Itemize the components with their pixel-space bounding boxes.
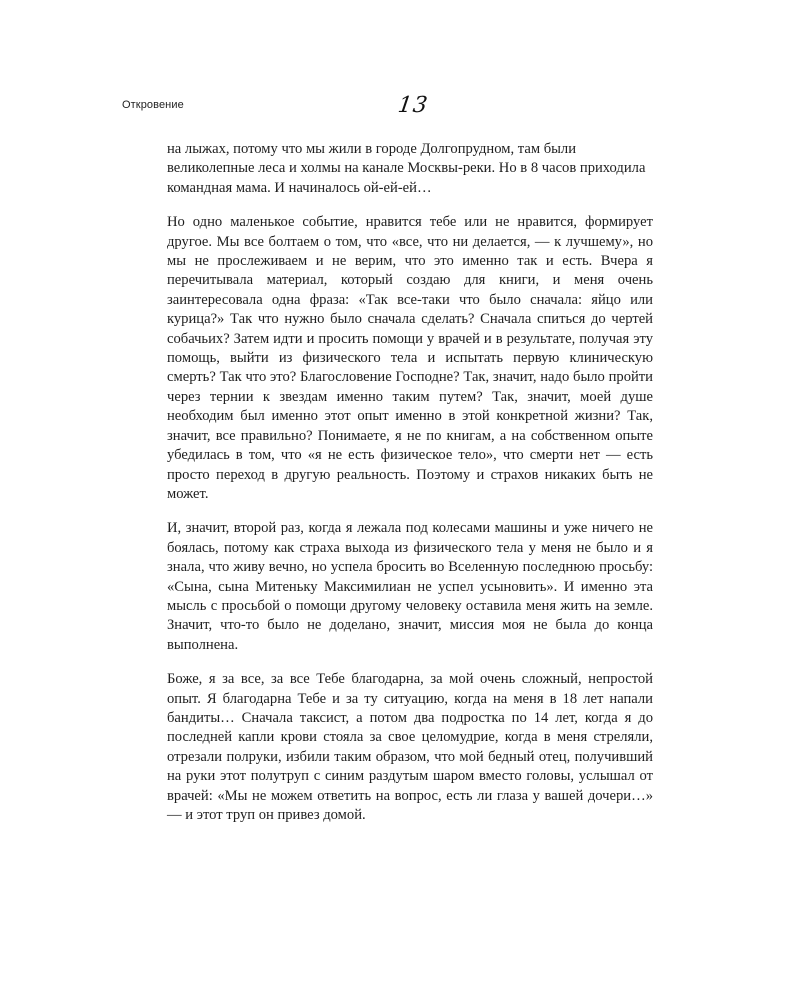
body-text	[167, 140, 653, 840]
running-head: Откровение	[122, 99, 184, 111]
paragraph-1: на лыжах, потому что мы жили в городе Долгопрудном, там были великолепные леса и холмы на канале Москвы-реки. Но в 8 часов приходила командная мама. И начиналось ой-ей-ей…	[167, 141, 646, 196]
paragraph-2: Но одно маленькое событие, нравится тебе или не нравится, формирует другое. Мы все болтаем о том, что «все, что ни делается, — к лучшему», но мы не прослеживаем и не верим, что это именно так и есть. Вчера я перечитывала материал, который создаю для книги, и меня очень заинтересовала одна фраза: «Так все-таки что было сначала: яйцо или курица?» Так что нужно было сначала сделать? Сначала спиться до чертей собачьих? Затем идти и просить помощи у врачей и в результате, получая эту помощь, выйти из физического тела и испытать первую клиническую смерть? Так что это? Благословение Господне? Так, значит, надо было пройти через тернии к звездам именно таким путем? Так, значит, моей душе необходим был именно этот опыт именно в этой конкретной жизни? Так, значит, все правильно? Понимаете, я не по книгам, а на собственном опыте убедилась в том, что «я не есть физическое тело», что смерти нет — есть просто переход в другую реальность. Поэтому и страхов никаких быть не может.	[167, 214, 653, 502]
page-number: 13	[396, 93, 430, 118]
paragraph-4: Боже, я за все, за все Тебе благодарна, за мой очень сложный, непростой опыт. Я благодарна Тебе и за ту ситуацию, когда на меня в 18 лет напали бандиты… Сначала таксист, а потом два подростка по 14 лет, когда я до последней капли крови стояла за свое целомудрие, когда в меня стреляли, отрезали полруки, избили таким образом, что мой бедный отец, получивший на руки этот полутруп с синим раздутым шаром вместо головы, услышал от врачей: «Мы не можем ответить на вопрос, есть ли глаза у вашей дочери…» — и этот труп он привез домой.	[167, 671, 653, 823]
paragraph-3: И, значит, второй раз, когда я лежала под колесами машины и уже ничего не боялась, потому как страха выхода из физического тела у меня не было и я знала, что живу вечно, но успела бросить во Вселенную последнюю просьбу: «Сына, сына Митеньку Максимилиан не успел усыновить». И именно эта мысль с просьбой о помощи другому человеку оставила меня жить на земле. Значит, что-то было не доделано, значит, миссия моя не была до конца выполнена.	[167, 520, 653, 653]
